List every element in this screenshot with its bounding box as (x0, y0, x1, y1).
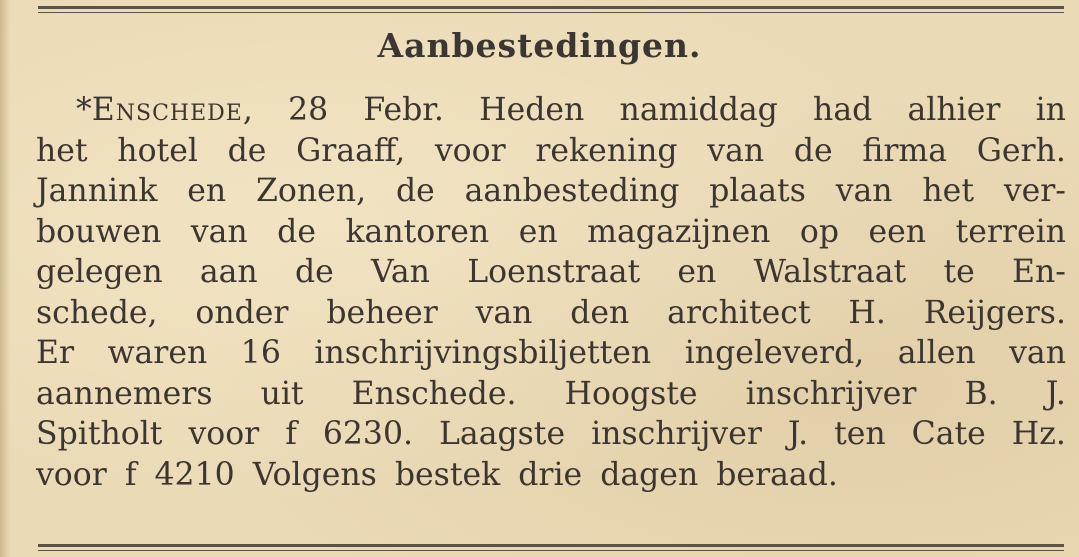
word: f (285, 416, 297, 452)
word: 28 (288, 92, 329, 128)
word: uit (260, 375, 304, 412)
word: Enschede. (351, 375, 517, 412)
article-line-9 (36, 414, 1066, 455)
word: architect (667, 294, 811, 331)
article-line-10 (36, 455, 1066, 496)
word: H. (848, 294, 886, 331)
paper-edge (0, 0, 10, 557)
lead-in (76, 90, 253, 131)
word: op (799, 213, 839, 250)
word: ingeleverd, (684, 335, 865, 371)
word: van (190, 213, 248, 250)
word: den (570, 294, 630, 331)
word: inschrijver (591, 416, 762, 452)
article-line-2 (36, 131, 1066, 172)
word: magazijnen (587, 213, 771, 250)
word: Laagste (439, 416, 566, 452)
word: Er (36, 335, 75, 371)
word: J. (787, 416, 809, 452)
word: kantoren (345, 213, 490, 250)
word: firma (862, 132, 948, 169)
word: Loenstraat (467, 254, 641, 290)
word: Hoogste (564, 375, 698, 412)
bottom-rule (38, 544, 1064, 551)
article-line-8 (36, 374, 1066, 415)
word: rekening (535, 132, 678, 169)
word: inschrijvingsbiljetten (314, 335, 652, 371)
word: aanbesteding (464, 173, 680, 209)
word: van (707, 132, 765, 169)
word: en (518, 213, 558, 250)
article-line-6 (36, 293, 1066, 334)
word: Jannink (36, 173, 158, 209)
word: de (277, 213, 316, 250)
article-line-7 (36, 333, 1066, 374)
word: dagen (600, 456, 699, 493)
word: B. (964, 375, 998, 412)
word: en (677, 254, 717, 290)
word: plaats (709, 173, 806, 209)
word: Zonen, (256, 173, 367, 209)
word: de (395, 173, 435, 209)
word: bouwen (36, 213, 162, 250)
word: 6230. (322, 416, 414, 452)
word: het (922, 173, 974, 209)
dateline-place: Enschede (91, 92, 243, 128)
word: de (294, 254, 334, 290)
article-line-1 (36, 90, 1066, 131)
article-line-4 (36, 212, 1066, 253)
word: had (813, 92, 873, 128)
word: waren (107, 335, 208, 371)
word: Cate (911, 416, 986, 452)
word: beraad. (716, 456, 838, 493)
word: voor (36, 456, 107, 493)
word: allen (897, 335, 976, 371)
word: 4210 (154, 456, 235, 493)
word: te (943, 254, 975, 290)
word: Van (371, 254, 430, 290)
word: Gerh. (976, 132, 1066, 169)
word: Reijgers. (923, 294, 1066, 331)
word: En- (1012, 254, 1066, 290)
word: van (1009, 335, 1066, 371)
word: alhier (907, 92, 1001, 128)
word: Spitholt (36, 416, 163, 452)
word: Heden (479, 92, 585, 128)
word: beheer (326, 294, 438, 331)
word: gelegen (36, 254, 163, 290)
word: terrein (955, 213, 1066, 250)
word: in (1035, 92, 1066, 128)
article-line-5 (36, 252, 1066, 293)
word: schede, (36, 294, 158, 331)
word: voor (434, 132, 506, 169)
section-heading: Aanbestedingen. (377, 26, 702, 65)
word: inschrijver (745, 375, 917, 412)
word: Febr. (363, 92, 444, 128)
word: 16 (240, 335, 281, 371)
word: Walstraat (753, 254, 907, 290)
word: de (793, 132, 833, 169)
word: aan (199, 254, 258, 290)
article-body (36, 90, 1066, 495)
word: het (36, 132, 88, 169)
article-line-3 (36, 171, 1066, 212)
asterisk-marker: * (76, 92, 92, 128)
word: Hz. (1011, 416, 1066, 452)
word: ver- (1003, 173, 1066, 209)
top-rule (38, 6, 1064, 13)
word: ten (834, 416, 886, 452)
word: Graaff, (296, 132, 406, 169)
word: van (475, 294, 533, 331)
word: bestek (394, 456, 501, 493)
dateline-comma: , (242, 92, 253, 128)
word: de (227, 132, 267, 169)
word: en (187, 173, 227, 209)
word: J. (1045, 375, 1066, 412)
word: hotel (117, 132, 198, 169)
word: aannemers (36, 375, 213, 412)
word: onder (195, 294, 289, 331)
word: voor (188, 416, 260, 452)
word: f (124, 456, 137, 493)
word: een (868, 213, 927, 250)
word: van (835, 173, 893, 209)
word: namiddag (619, 92, 778, 128)
word: drie (518, 456, 583, 493)
word: Volgens (252, 456, 377, 493)
